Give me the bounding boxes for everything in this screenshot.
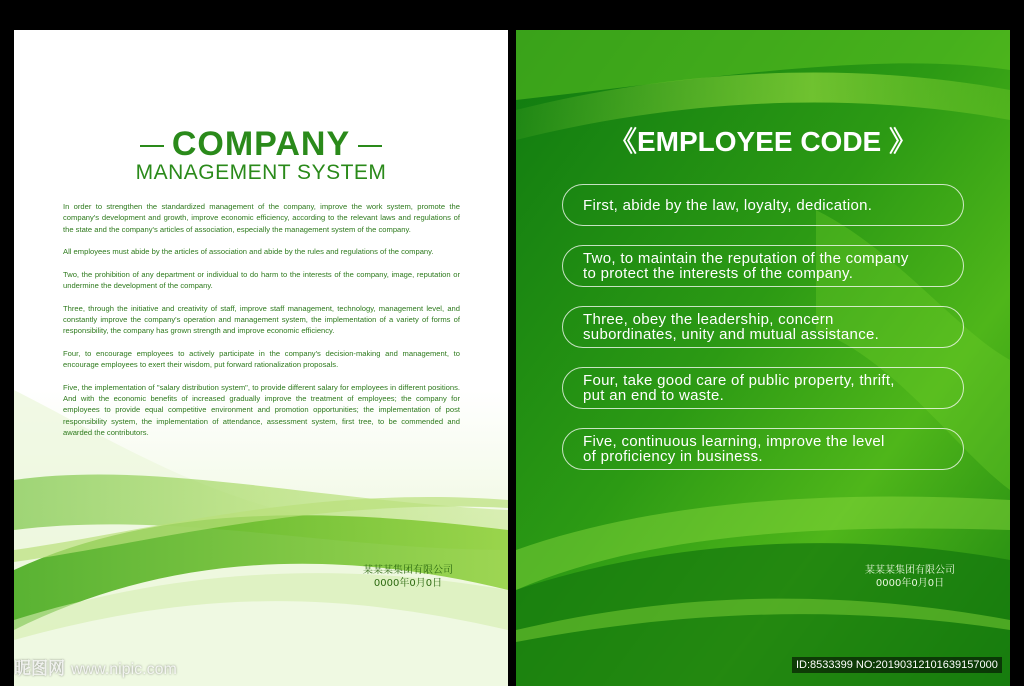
rule-item-5 xyxy=(562,428,964,470)
rule-item-1 xyxy=(562,184,964,226)
paragraph-5: Five, the implementation of "salary distribution system", to provide different salary for employees in different positions. And with the economic benefits of increased gradually improve the treatment of employees; the company for employees to provide equal competitive environment and promotion opportunities; the implementation of post responsibility system, the implementation of attendance, assessment system, first tree, to be commended and awarded the contributors. xyxy=(63,382,460,437)
rule-item-3 xyxy=(562,306,964,348)
watermark-url: www.nipic.com xyxy=(71,661,177,678)
page-subtitle: MANAGEMENT SYSTEM xyxy=(135,161,387,184)
title-block xyxy=(14,124,508,186)
footer-date: 0000年0月0日 xyxy=(875,578,945,589)
paragraph-1: All employees must abide by the articles of association and abide by the rules and regulations of the company. xyxy=(63,247,434,257)
left-footer xyxy=(348,564,468,590)
nipic-watermark xyxy=(14,654,177,679)
watermark-logo: 昵图网 xyxy=(14,659,65,679)
rule-text: Four, take good care of public property, thrift, put an end to waste. xyxy=(583,372,895,404)
page-title: COMPANY xyxy=(14,124,508,164)
rule-text: First, abide by the law, loyalty, dedication. xyxy=(583,196,873,214)
rule-text: Two, to maintain the reputation of the company to protect the interests of the company. xyxy=(583,250,909,282)
rule-text: Three, obey the leadership, concern subordinates, unity and mutual assistance. xyxy=(583,311,880,343)
footer-date: 0000年0月0日 xyxy=(373,578,443,589)
employee-code-page xyxy=(516,30,1010,686)
paragraph-intro: In order to strengthen the standardized management of the company, improve the work system, promote the company's development and growth, improve economic efficiency, according to the relevant laws and regulations of the state and the company's articles of association, especially the management system of the company. xyxy=(63,202,460,234)
rule-item-4 xyxy=(562,367,964,409)
employee-code-title: 《EMPLOYEE CODE 》 xyxy=(608,126,918,157)
paragraph-3: Three, through the initiative and creativity of staff, improve staff management, technology, management level, and constantly improve the company's operation and management system, the implementation of a variety of forms of responsibility, the company has grown strength and improve economic efficiency. xyxy=(63,303,460,336)
footer-company: 某某某集团有限公司 xyxy=(363,565,453,576)
paragraph-2: Two, the prohibition of any department or individual to do harm to the interests of the company, image, reputation or undermine the development of the company. xyxy=(63,269,460,291)
footer-company: 某某某集团有限公司 xyxy=(865,565,955,576)
image-id-watermark: ID:8533399 NO:20190312101639157000 xyxy=(792,657,1002,673)
company-management-page xyxy=(14,30,508,686)
paragraph-4: Four, to encourage employees to actively participate in the company's decision-making and management, to encourage employees to exert their wisdom, put forward rationalization proposals. xyxy=(63,348,460,370)
rule-text: Five, continuous learning, improve the level of proficiency in business. xyxy=(583,433,885,465)
right-footer xyxy=(850,564,970,590)
management-text xyxy=(63,201,460,450)
rule-item-2 xyxy=(562,245,964,287)
